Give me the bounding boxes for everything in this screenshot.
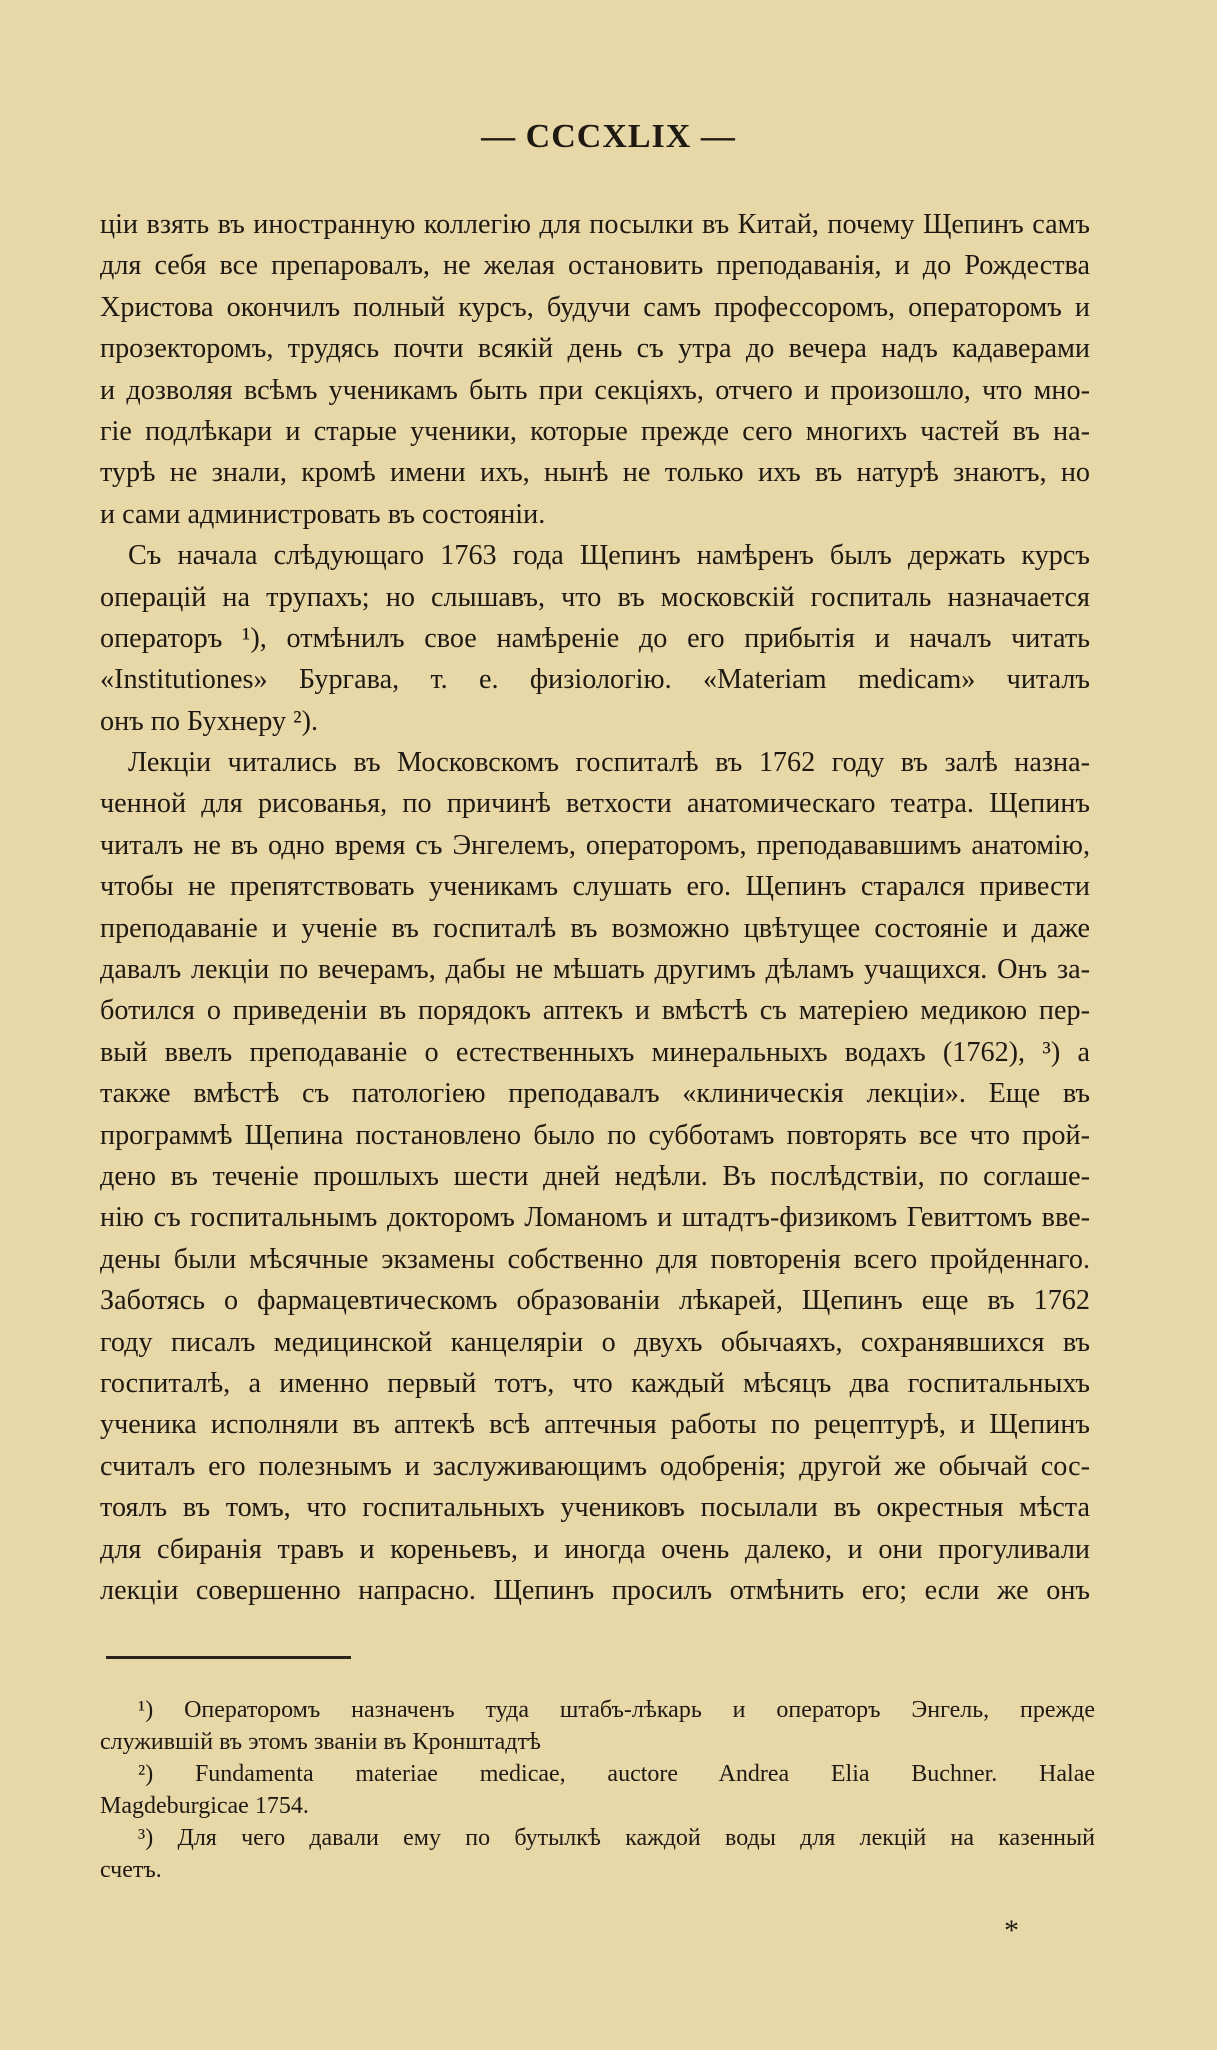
body-line: для сбиранія травъ и кореньевъ, и иногда очень далеко, и они прогуливали bbox=[100, 1533, 1090, 1565]
body-line: считалъ его полезнымъ и заслуживающимъ одобренія; другой же обычай сос- bbox=[100, 1450, 1090, 1482]
body-line: лекціи совершенно напрасно. Щепинъ просилъ отмѣнить его; если же онъ bbox=[100, 1574, 1090, 1606]
footnote-line: ¹) Операторомъ назначенъ туда штабъ-лѣкарь и операторъ Энгель, прежде bbox=[138, 1697, 1095, 1723]
body-line: Заботясь о фармацевтическомъ образованіи лѣкарей, Щепинъ еще въ 1762 bbox=[100, 1285, 1090, 1317]
footnote-1 bbox=[100, 1694, 1095, 1758]
body-text bbox=[100, 204, 1090, 1611]
body-line: нію съ госпитальнымъ докторомъ Ломаномъ и штадтъ-физикомъ Гевиттомъ вве- bbox=[100, 1202, 1090, 1234]
body-line: давалъ лекціи по вечерамъ, дабы не мѣшать другимъ дѣламъ учащихся. Онъ за- bbox=[100, 954, 1090, 986]
footnotes bbox=[100, 1694, 1095, 1886]
body-line: и дозволяя всѣмъ ученикамъ быть при секціяхъ, отчего и произошло, что мно- bbox=[100, 374, 1090, 406]
body-line: читалъ не въ одно время съ Энгелемъ, операторомъ, преподававшимъ анатомію, bbox=[100, 829, 1090, 861]
footnote-3 bbox=[100, 1822, 1095, 1886]
body-line: году писалъ медицинской канцеляріи о двухъ обычаяхъ, сохранявшихся въ bbox=[100, 1326, 1090, 1358]
footnote-line: ³) Для чего давали ему по бутылкѣ каждой воды для лекцій на казенный bbox=[138, 1825, 1095, 1851]
body-line: онъ по Бухнеру ²). bbox=[100, 705, 319, 737]
body-line: Христова окончилъ полный курсъ, будучи самъ профессоромъ, операторомъ и bbox=[100, 291, 1090, 323]
body-line: дены были мѣсячные экзамены собственно для повторенія всего пройденнаго. bbox=[100, 1243, 1090, 1275]
body-line: госпиталѣ, а именно первый тотъ, что каждый мѣсяцъ два госпитальныхъ bbox=[100, 1367, 1090, 1399]
body-line: ціи взять въ иностранную коллегію для посылки въ Китай, почему Щепинъ самъ bbox=[100, 209, 1090, 240]
footnote-2 bbox=[100, 1758, 1095, 1822]
footnote-line: счетъ. bbox=[100, 1857, 162, 1883]
body-line: гіе подлѣкари и старые ученики, которые прежде сего многихъ частей въ на- bbox=[100, 415, 1090, 447]
body-line: операцій на трупахъ; но слышавъ, что въ московскій госпиталь назначается bbox=[100, 581, 1090, 613]
page-header: — CCCXLIX — bbox=[481, 118, 736, 155]
body-line: Съ начала слѣдующаго 1763 года Щепинъ намѣренъ былъ держать курсъ bbox=[128, 540, 1090, 572]
body-line: дено въ теченіе прошлыхъ шести дней недѣли. Въ послѣдствіи, по соглаше- bbox=[100, 1160, 1090, 1192]
body-line: чтобы не препятствовать ученикамъ слушать его. Щепинъ старался привести bbox=[100, 871, 1090, 903]
body-line: Лекціи читались въ Московскомъ госпиталѣ въ 1762 году въ залѣ назна- bbox=[128, 747, 1090, 779]
body-line: ученика исполняли въ аптекѣ всѣ аптечныя работы по рецептурѣ, и Щепинъ bbox=[100, 1409, 1090, 1441]
body-line: и сами администровать въ состояніи. bbox=[100, 498, 546, 530]
body-line: операторъ ¹), отмѣнилъ свое намѣреніе до его прибытія и началъ читать bbox=[100, 622, 1090, 654]
body-line: вый ввелъ преподаваніе о естественныхъ минеральныхъ водахъ (1762), ³) а bbox=[100, 1036, 1090, 1068]
footnote-line: ²) Fundamenta materiae medicae, auctore Andrea Elia Buchner. Halae bbox=[138, 1761, 1095, 1787]
body-line: турѣ не знали, кромѣ имени ихъ, нынѣ не только ихъ въ натурѣ знаютъ, но bbox=[100, 457, 1090, 489]
body-line: тоялъ въ томъ, что госпитальныхъ учениковъ посылали въ окрестныя мѣста bbox=[100, 1492, 1090, 1524]
footnote-divider bbox=[106, 1656, 351, 1659]
body-line: программѣ Щепина постановлено было по субботамъ повторять все что прой- bbox=[100, 1119, 1090, 1151]
body-line: ботился о приведеніи въ порядокъ аптекъ и вмѣстѣ съ матеріею медикою пер- bbox=[100, 995, 1090, 1027]
signature-mark: * bbox=[1004, 1914, 1019, 1947]
footnote-line: служившій въ этомъ званіи въ Кронштадтѣ bbox=[100, 1729, 541, 1755]
body-line: для себя все препаровалъ, не желая остановить преподаванія, и до Рождества bbox=[100, 250, 1090, 282]
footnote-line: Magdeburgicae 1754. bbox=[100, 1793, 309, 1819]
body-line: прозекторомъ, трудясь почти всякій день съ утра до вечера надъ кадаверами bbox=[100, 333, 1090, 365]
body-line: также вмѣстѣ съ патологіею преподавалъ «клиническія лекціи». Еще въ bbox=[100, 1078, 1090, 1110]
body-line: преподаваніе и ученіе въ госпиталѣ въ возможно цвѣтущее состояніе и даже bbox=[100, 912, 1090, 944]
body-line: «Institutiones» Бургава, т. е. физіологію. «Materiam medicam» читалъ bbox=[100, 664, 1090, 696]
body-line: ченной для рисованья, по причинѣ ветхости анатомическаго театра. Щепинъ bbox=[100, 788, 1090, 820]
